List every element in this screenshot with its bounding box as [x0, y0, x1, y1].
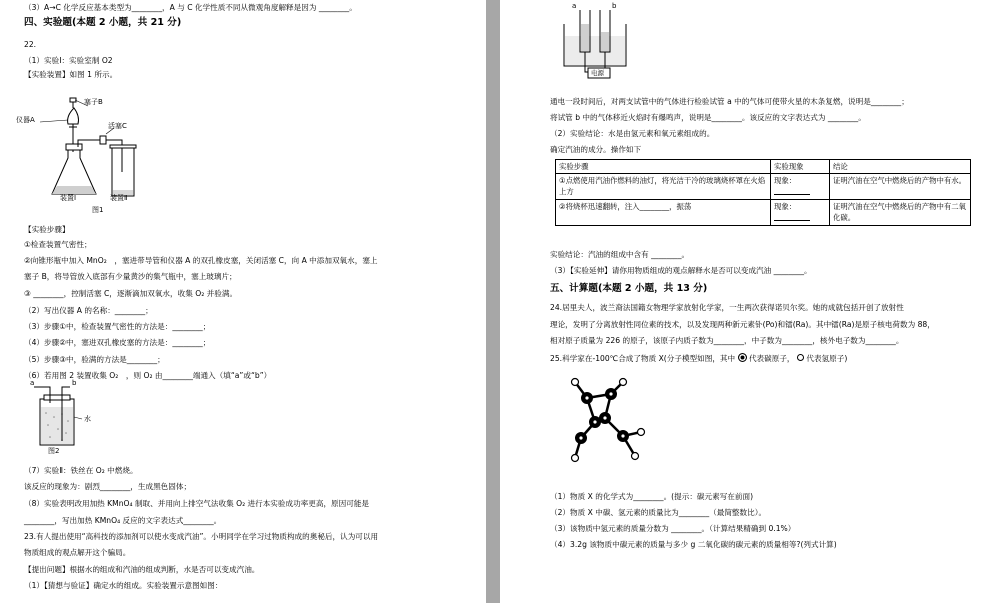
q22-6: （6）若用图 2 装置收集 O₂ ，则 O₂ 由________端通入（填“a”或“b”） [24, 371, 272, 380]
table-header: 实验步骤 [556, 160, 771, 174]
q25-intro-text: 25.科学家在-100℃合成了物质 X(分子模型如图，其中 [550, 354, 736, 363]
q23-question: 【提出问题】根据水的组成和汽油的组成判断，水是否可以变成汽油。 [24, 565, 260, 574]
step-2-line2: 塞子 B，将导管放入底部有少量黄沙的集气瓶中，塞上玻璃片； [24, 272, 237, 281]
table-header: 实验现象 [771, 160, 830, 174]
q23-conclusion-1: （2）实验结论：水是由氢元素和氧元素组成的。 [550, 129, 715, 138]
q22-2: （2）写出仪器 A 的名称：________； [24, 306, 153, 315]
hydrogen-atom-legend-icon [797, 354, 804, 361]
q24-line1: 24.居里夫人，波兰裔法国籍女物理学家放射化学家，一生两次获得诺贝尔奖。她的成就包括开创了放射性 [550, 303, 904, 312]
label-port-b: b [72, 379, 77, 387]
figure-1 [16, 94, 162, 216]
q25-intro [550, 353, 847, 364]
q22-7: （7）实验Ⅱ：铁丝在 O₂ 中燃烧。 [24, 466, 138, 475]
left-page [0, 0, 486, 603]
carbon-legend-text: 代表碳原子， [748, 354, 795, 363]
label-water: 水 [84, 415, 91, 423]
table-row [556, 174, 971, 200]
table-cell: ①点燃使用汽油作燃料的油灯，将光洁干冷的玻璃烧杯罩在火焰上方 [556, 174, 771, 200]
q22-4: （4）步骤②中，塞进双孔橡皮塞的方法是：________； [24, 338, 211, 347]
q23-intro-line2: 物质组成的观点解开这个骗局。 [24, 548, 131, 557]
q21-3-line: （3）A→C 化学反应基本类型为________，A 与 C 化学性质不同从微观角度解释是因为 ________。 [24, 3, 357, 12]
table-cell: 证明汽油在空气中燃烧后的产物中有水。 [830, 174, 971, 200]
q22-part1: （1）实验Ⅰ：实验室制 O2 [24, 56, 113, 65]
q25-1: （1）物质 X 的化学式为________。(提示：碳元素写在前面) [550, 492, 754, 501]
q22-8-line2: ________，写出加热 KMnO₄ 反应的文字表达式________。 [24, 516, 222, 525]
q23-1: （1）【猜想与验证】确定水的组成。实验装置示意图如图： [24, 581, 223, 590]
label-tube-b: b [612, 2, 617, 10]
label-power-source: 电源 [591, 69, 604, 77]
q24-line2: 理论，发明了分离放射性同位素的技术，以及发现两种新元素钋(Po)和镭(Ra)。其中镭(Ra)是原子核电荷数为 88， [550, 320, 935, 329]
q23-gasoline-intro: 确定汽油的成分。操作如下 [550, 145, 642, 154]
q22-number: 22. [24, 40, 37, 49]
q23-gas-b: 将试管 b 中的气体移近火焰时有爆鸣声，说明是________。该反应的文字表达式为 ________。 [550, 113, 866, 122]
table-row [556, 200, 971, 226]
page-gutter [486, 0, 500, 603]
section-4-heading: 四、实验题(本题 2 小题，共 21 分) [24, 17, 182, 28]
q23-gas-a: 通电一段时间后，对两支试管中的气体进行检验试管 a 中的气体可使带火星的木条复燃，说明是________； [550, 97, 909, 106]
label-instrument-a: 仪器A [16, 116, 35, 124]
label-port-a: a [30, 379, 35, 387]
experiment-table [555, 159, 971, 226]
q25-4: （4）3.2g 该物质中碳元素的质量与多少 g 二氧化碳的碳元素的质量相等?(列式计算) [550, 540, 837, 549]
q22-3: （3）步骤①中，检查装置气密性的方法是：________； [24, 322, 211, 331]
q22-apparatus-title: 【实验装置】如图 1 所示。 [24, 70, 118, 79]
right-page [500, 0, 1005, 603]
table-header: 结论 [830, 160, 971, 174]
steps-heading: 【实验步骤】 [24, 225, 70, 234]
q25-3: （3）该物质中氢元素的质量分数为 ________。（计算结果精确到 0.1%） [550, 524, 796, 533]
table-header-row [556, 160, 971, 174]
label-figure-2: 图2 [48, 447, 60, 455]
q22-7-phenomenon: 该反应的现象为：剧烈________，生成黑色固体； [24, 482, 192, 491]
molecule-model [565, 374, 655, 474]
step-3: ③ ________，控制活塞 C，逐渐滴加双氧水，收集 O₂ 并验满。 [24, 289, 238, 298]
label-stopper-b: 塞子B [84, 98, 103, 106]
step-2-line1: ②向锥形瓶中加入 MnO₂ ，塞进带导管和仪器 A 的双孔橡皮塞，关闭活塞 C，向 A 中添加双氧水，塞上 [24, 256, 378, 265]
table-cell: 现象： [771, 174, 830, 200]
q22-8-line1: （8）实验表明改用加热 KMnO₄ 制取、并用向上排空气法收集 O₂ 进行本实验成功率更高，原因可能是 [24, 499, 370, 508]
figure-1-drawing [22, 94, 162, 216]
table-cell: 现象： [771, 200, 830, 226]
q22-5: （5）步骤③中，验满的方法是________； [24, 355, 165, 364]
carbon-atom-legend-icon [738, 353, 747, 362]
hydrogen-legend-text: 代表氢原子) [806, 354, 848, 363]
label-figure-1: 图1 [92, 206, 104, 214]
table-cell: ②将烧杯迅速翻转，注入________，振荡 [556, 200, 771, 226]
q23-3: （3）【实验延伸】请你用物质组成的观点解释水是否可以变成汽油 ________。 [550, 266, 812, 275]
step-1: ①检查装置气密性； [24, 240, 92, 249]
label-device-1: 装置Ⅰ [60, 194, 77, 202]
q25-2: （2）物质 X 中碳、氢元素的质量比为________（最简整数比）。 [550, 508, 767, 517]
figure-2 [28, 379, 98, 457]
q24-line3: 相对原子质量为 226 的原子，该原子内质子数为________，中子数为________，核外电子数为________。 [550, 336, 904, 345]
molecule-drawing [565, 374, 655, 474]
label-tube-a: a [572, 2, 577, 10]
q23-gasoline-conclusion: 实验结论：汽油的组成中含有 ________。 [550, 250, 690, 259]
section-5-heading: 五、计算题(本题 2 小题，共 13 分) [550, 283, 708, 294]
label-stopcock-c: 活塞C [108, 122, 127, 130]
table-cell: 证明汽油在空气中燃烧后的产物中有二氧化碳。 [830, 200, 971, 226]
label-device-2: 装置Ⅱ [110, 194, 128, 202]
electrolysis-figure [560, 2, 640, 86]
q23-intro-line1: 23.有人提出使用“高科技的添加剂可以使水变成汽油”。小明同学在学习过物质构成的奥秘后，认为可以用 [24, 532, 379, 541]
